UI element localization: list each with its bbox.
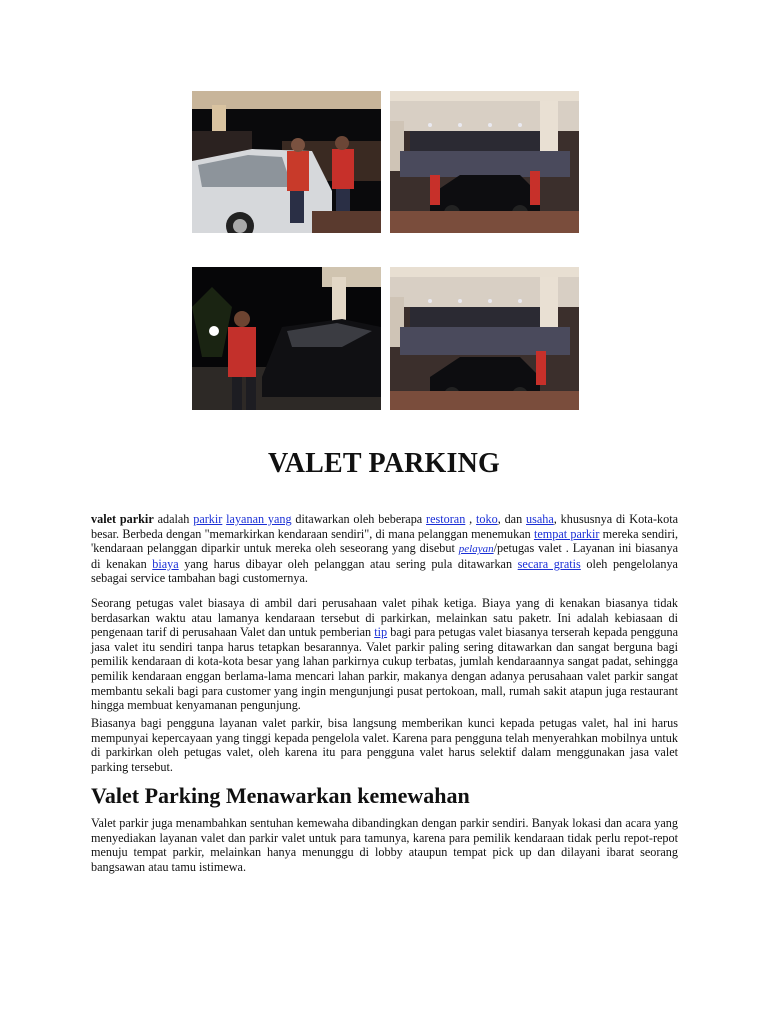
link-biaya[interactable]: biaya bbox=[152, 556, 179, 571]
link-layanan-yang[interactable]: layanan yang bbox=[226, 512, 292, 526]
link-usaha[interactable]: usaha bbox=[526, 512, 554, 526]
page-title: VALET PARKING bbox=[267, 448, 501, 479]
para1-text-10: oleh pengelolanya sebagai service tambahan bagi customernya. bbox=[91, 556, 678, 586]
para2-text-2: bagi para petugas valet biasanya terserah kepada pengguna jasa valet itu sendiri tanpa harus tetapkan besarannya. Valet parkir paling sering ditawarkan dan sangat berguna bagi pemilik kendaraan di kota-kota besar yang lahan parkirnya cukup terbatas, jumlah kendaraannya sangat padat, sehingga pemilik kendaraan enggan berlama-lama mencari lahan parkir, makanya dengan adanya perusahaan valet parkir sangat membantu sekali bagi para customer yang ingin mengunjungi pusat pertokoan, mall, rumah sakit atapun juga restaurant hingga membuat kenyamanan pengunjung. bbox=[91, 625, 678, 713]
para1-text-3: ditawarkan oleh beberapa bbox=[291, 512, 427, 526]
valet-opening-car-door-photo bbox=[192, 91, 381, 233]
para1-text-5: , dan bbox=[497, 512, 527, 526]
valet-officer-paragraph bbox=[91, 596, 678, 713]
user-trust-paragraph: Biasanya bagi pengguna layanan valet parkir, bisa langsung memberikan kunci kepada petugas valet, hal ini harus mempunyai kepercayaan yang tinggi kepada pengelola valet. Karena para pengguna telah menyerahkan mobilnya untuk di parkirkan oleh petugas valet, oleh karena itu para pengguna valet harus selektif dalam menggunakan jasa valet parking tersebut. bbox=[91, 716, 678, 774]
link-pelayan[interactable]: pelayan bbox=[458, 543, 494, 556]
para1-text-9: yang harus dibayar oleh pelanggan atau sering pula ditawarkan bbox=[178, 556, 518, 571]
para1-text-4: , bbox=[465, 512, 477, 526]
lobby-crowd-black-car-photo bbox=[390, 91, 579, 233]
para1-text-1: adalah bbox=[153, 512, 194, 526]
term-valet-parkir: valet parkir bbox=[91, 512, 154, 526]
valet-at-black-car-night-photo bbox=[192, 267, 381, 410]
link-secara-gratis[interactable]: secara gratis bbox=[517, 556, 581, 571]
section-heading: Valet Parking Menawarkan kemewahan bbox=[91, 783, 470, 808]
para1-text-6: , khususnya di Kota-kota besar. Berbeda dengan "memarkirkan kendaraan sendiri", di mana pelanggan menemukan bbox=[91, 512, 679, 541]
para2-text-1: Seorang petugas valet biasaya di ambil dari perusahaan valet pihak ketiga. Biaya yang di kenakan biasanya tidak berdasarkan waktu atau lamanya kendaraan tersebut di parkirkan, melainkan satu paketr. Ini adalah kebiasaan di pengenaan tarif di perusahaan Valet dan untuk pemberian bbox=[91, 596, 678, 640]
link-tip[interactable]: tip bbox=[374, 625, 388, 640]
para1-text-8: /petugas valet . Layanan ini biasanya di kenakan bbox=[91, 541, 678, 571]
link-toko[interactable]: toko bbox=[476, 512, 498, 526]
para1-text-7: mereka sendiri, 'kendaraan pelanggan diparkir untuk mereka oleh seseorang yang disebut bbox=[91, 526, 678, 556]
link-tempat-parkir[interactable]: tempat parkir bbox=[533, 526, 600, 541]
link-parkir[interactable]: parkir bbox=[193, 512, 223, 526]
luxury-paragraph: Valet parkir juga menambahkan sentuhan kemewaha dibandingkan dengan parkir sendiri. Banyak lokasi dan acara yang menyediakan layanan valet dan parkir valet untuk para tamunya, karena para pemilik kendaraan tidak perlu repot-repot menuju tempat parkir, melainkan hanya menunggu di lobby ataupun tempat pick up dan dilayani ibarat seorang bangsawan atau tamu istimewa. bbox=[91, 816, 678, 874]
lobby-crowd-black-car-photo-2 bbox=[390, 267, 579, 410]
intro-paragraph bbox=[91, 512, 678, 586]
link-restoran[interactable]: restoran bbox=[426, 512, 466, 526]
